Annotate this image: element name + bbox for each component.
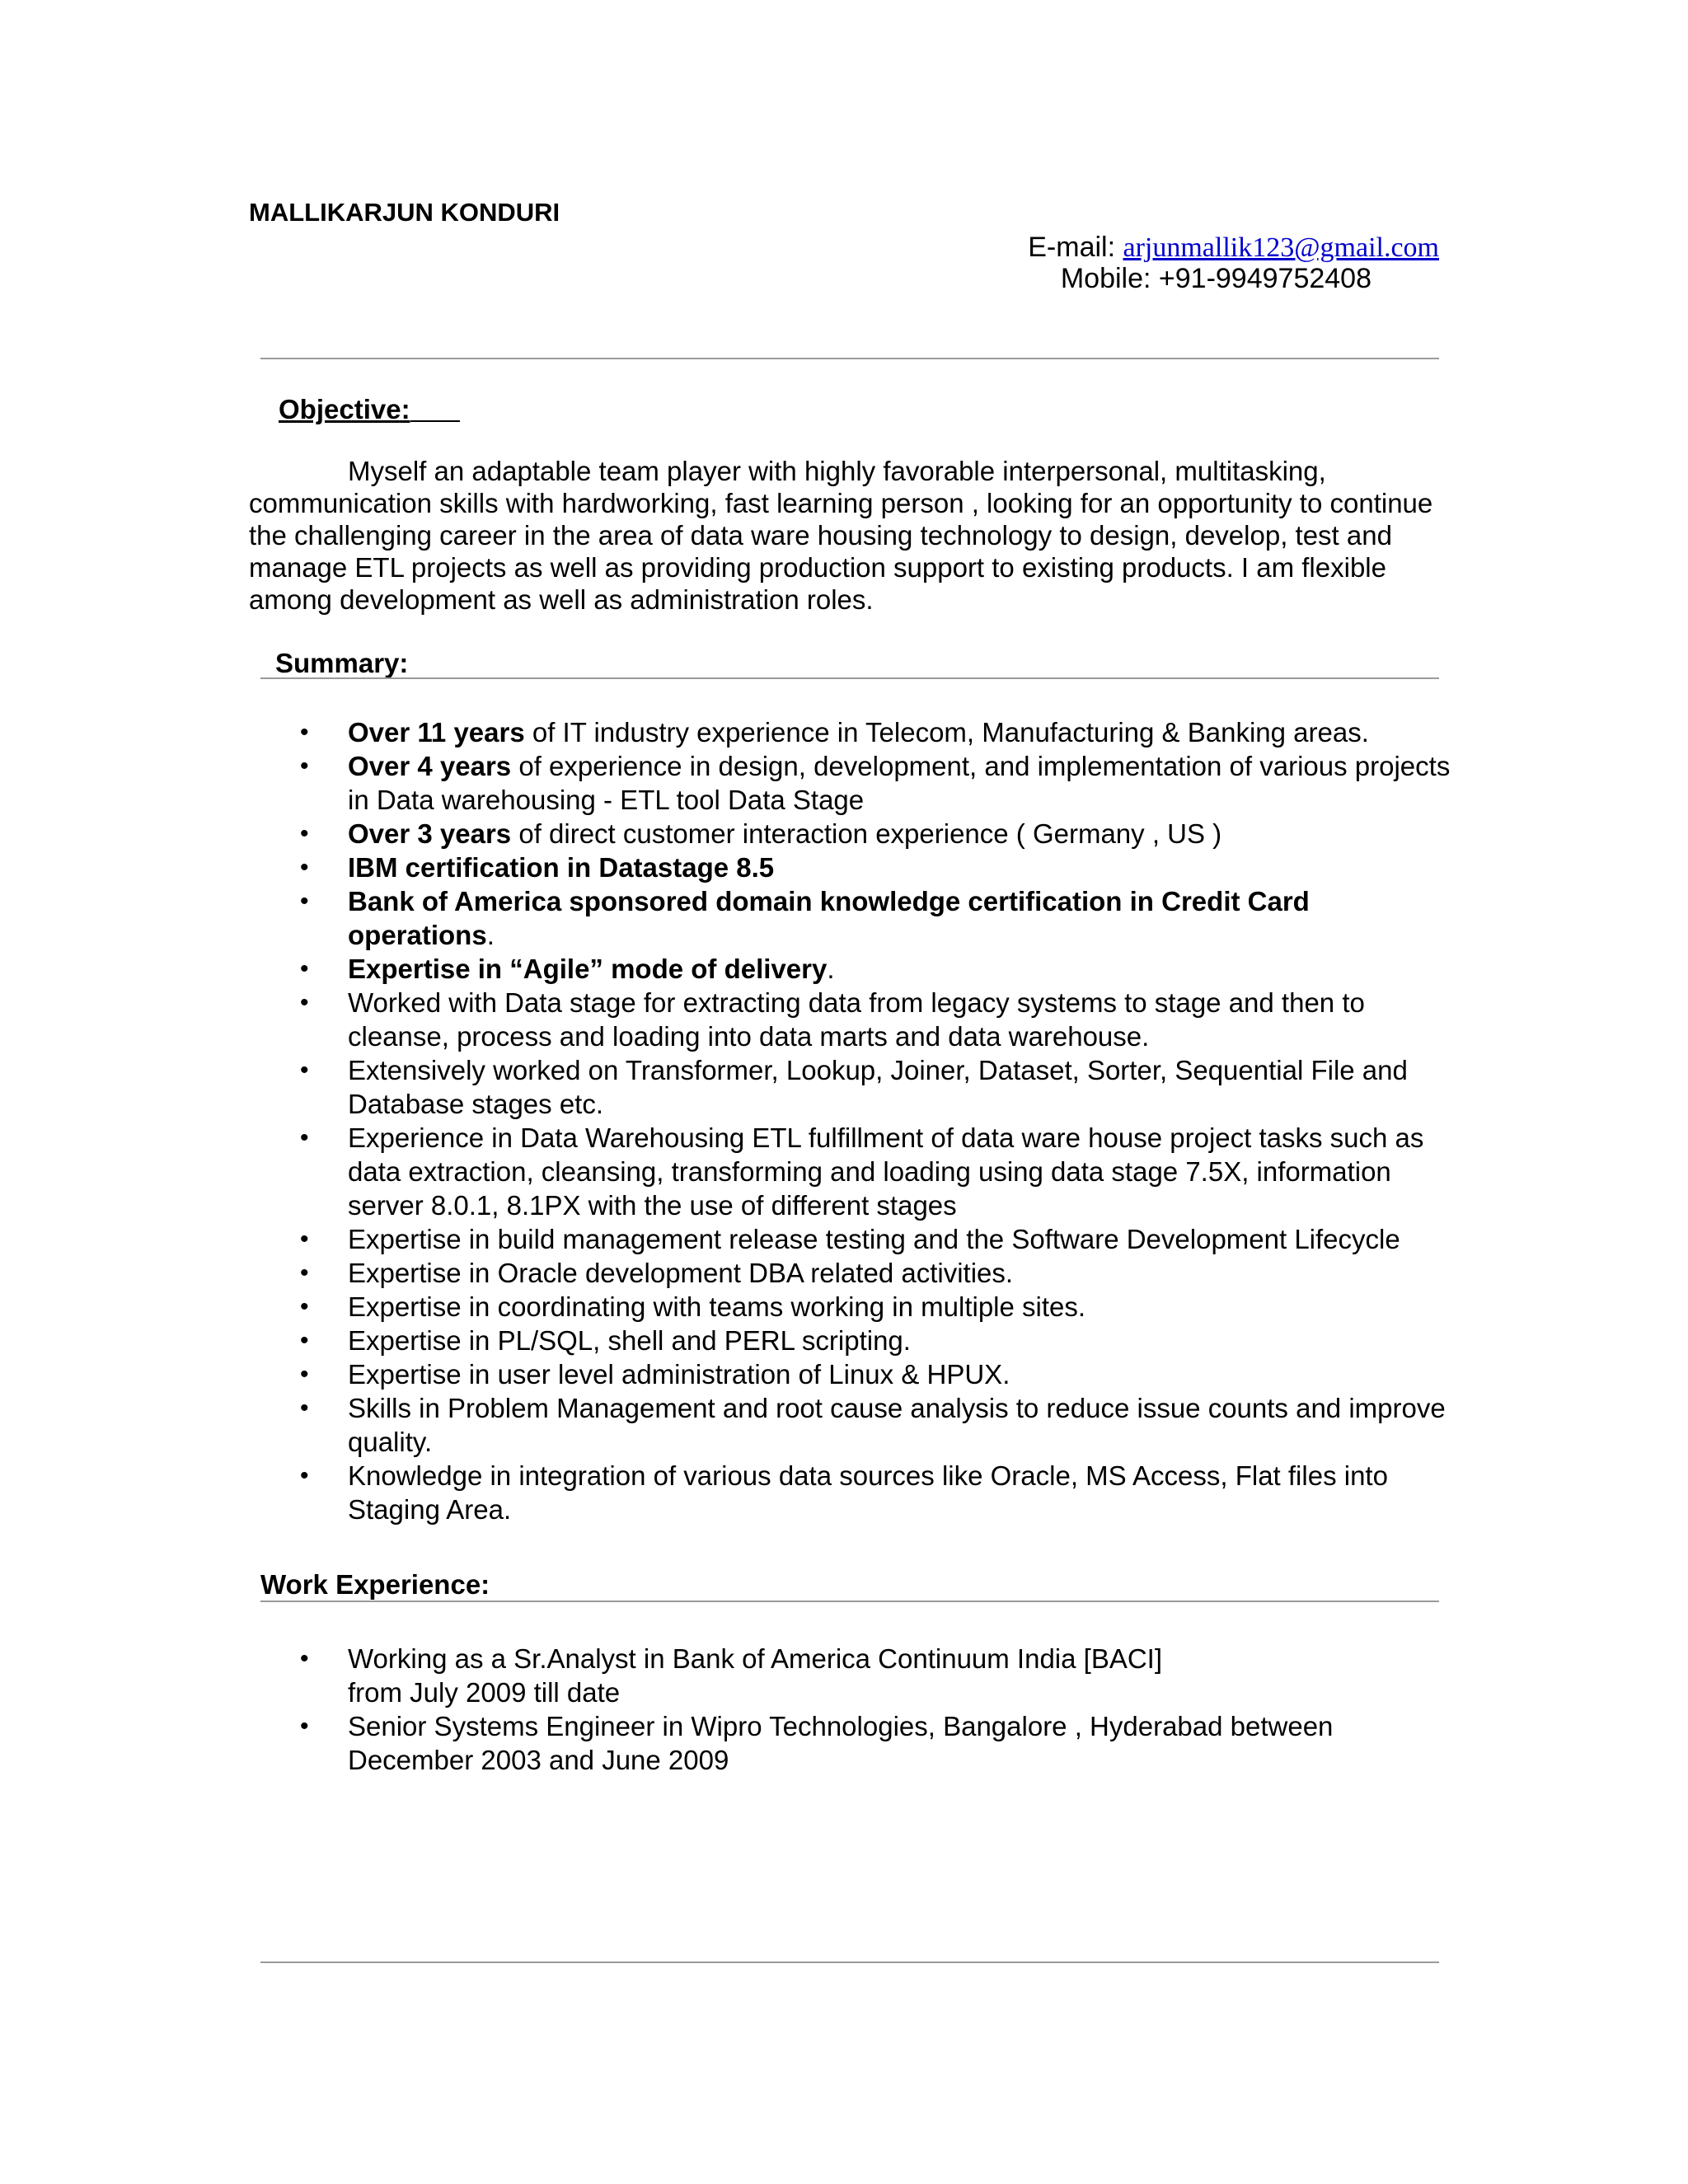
objective-heading-text: Objective: xyxy=(279,394,410,424)
work-item-period: December 2003 and June 2009 xyxy=(348,1745,729,1775)
candidate-name: MALLIKARJUN KONDURI xyxy=(249,198,560,227)
summary-item-bold: Bank of America sponsored domain knowledge certification in Credit Card operations xyxy=(348,886,1310,950)
header-divider xyxy=(260,358,1439,359)
summary-item xyxy=(249,1459,1461,1526)
summary-item-text: of direct customer interaction experience ( Germany , US ) xyxy=(511,818,1222,849)
summary-item-text: Skills in Problem Management and root cause analysis to reduce issue counts and improve quality. xyxy=(348,1393,1446,1457)
summary-item-bold: Over 3 years xyxy=(348,818,512,849)
summary-item-text: . xyxy=(486,920,495,950)
summary-item xyxy=(249,715,1461,749)
summary-item-text: Expertise in PL/SQL, shell and PERL scripting. xyxy=(348,1325,911,1356)
bullet-icon: • xyxy=(300,854,309,881)
bullet-icon: • xyxy=(300,989,309,1016)
summary-item-text: Expertise in coordinating with teams working in multiple sites. xyxy=(348,1291,1086,1322)
work-experience-heading: Work Experience: xyxy=(260,1569,490,1600)
work-item-role: Working as a Sr.Analyst in Bank of America Continuum India [BACI] xyxy=(348,1643,1163,1674)
bullet-icon: • xyxy=(300,1327,309,1354)
summary-item xyxy=(249,1053,1461,1121)
summary-item xyxy=(249,1324,1461,1357)
summary-item xyxy=(249,1222,1461,1256)
work-item-role: Senior Systems Engineer in Wipro Technologies, Bangalore , Hyderabad between xyxy=(348,1711,1334,1741)
summary-item-text: Expertise in build management release testing and the Software Development Lifecycle xyxy=(348,1224,1400,1254)
summary-item-text: Extensively worked on Transformer, Lookup, Joiner, Dataset, Sorter, Sequential File and Database stages etc. xyxy=(348,1055,1408,1119)
summary-item-text: of IT industry experience in Telecom, Manufacturing & Banking areas. xyxy=(524,717,1369,748)
summary-item-text: . xyxy=(827,954,835,984)
summary-item xyxy=(249,851,1461,884)
mobile-number: +91-9949752408 xyxy=(1158,263,1372,294)
summary-list xyxy=(249,715,1461,1526)
summary-item-bold: Expertise in “Agile” mode of delivery xyxy=(348,954,828,984)
summary-item xyxy=(249,1391,1461,1459)
summary-item xyxy=(249,1357,1461,1391)
bullet-icon: • xyxy=(300,719,309,746)
mobile-label: Mobile: xyxy=(1060,263,1159,294)
footer-divider xyxy=(260,1961,1439,1963)
bullet-icon: • xyxy=(300,1361,309,1388)
email-link[interactable]: arjunmallik123@gmail.com xyxy=(1123,232,1439,263)
work-item xyxy=(249,1642,1461,1709)
summary-item-text: Worked with Data stage for extracting data from legacy systems to stage and then to cleanse, process and loading into data marts and data warehouse. xyxy=(348,987,1365,1052)
summary-item xyxy=(249,986,1461,1053)
work-experience-list xyxy=(249,1642,1461,1777)
bullet-icon: • xyxy=(300,1645,309,1672)
bullet-icon: • xyxy=(300,955,309,982)
bullet-icon: • xyxy=(300,888,309,915)
summary-item xyxy=(249,952,1461,986)
summary-item xyxy=(249,884,1461,952)
summary-item-text: Expertise in user level administration of Linux & HPUX. xyxy=(348,1359,1010,1390)
summary-item xyxy=(249,749,1461,817)
objective-underline xyxy=(410,396,460,422)
summary-item-bold: IBM certification in Datastage 8.5 xyxy=(348,852,775,883)
summary-item-text: Expertise in Oracle development DBA related activities. xyxy=(348,1258,1014,1288)
mobile-row xyxy=(1009,262,1372,295)
work-experience-divider xyxy=(260,1601,1439,1602)
bullet-icon: • xyxy=(300,1124,309,1151)
bullet-icon: • xyxy=(300,820,309,847)
bullet-icon: • xyxy=(300,752,309,780)
objective-paragraph: Myself an adaptable team player with highly favorable interpersonal, multitasking, communication skills with hardworking, fast learning person , looking for an opportunity to continue the challenging career in the area of data ware housing technology to design, develop, test and manage ETL projects as well as providing production support to existing products. I am flexible among development as well as administration roles. xyxy=(249,456,1433,615)
summary-item xyxy=(249,817,1461,851)
objective-heading xyxy=(279,394,460,425)
email-row xyxy=(973,231,1439,265)
bullet-icon: • xyxy=(300,1293,309,1320)
bullet-icon: • xyxy=(300,1226,309,1253)
summary-item-text: Knowledge in integration of various data sources like Oracle, MS Access, Flat files into Staging Area. xyxy=(348,1460,1388,1525)
summary-divider xyxy=(260,677,1439,679)
bullet-icon: • xyxy=(300,1057,309,1084)
summary-item-text: of experience in design, development, and implementation of various projects in Data warehousing - ETL tool Data Stage xyxy=(348,751,1451,815)
summary-item-bold: Over 4 years xyxy=(348,751,512,781)
bullet-icon: • xyxy=(300,1713,309,1740)
work-item xyxy=(249,1709,1461,1777)
summary-item xyxy=(249,1121,1461,1222)
summary-item-bold: Over 11 years xyxy=(348,717,525,748)
summary-heading: Summary: xyxy=(275,648,409,678)
email-label: E-mail: xyxy=(1028,232,1123,263)
work-item-period: from July 2009 till date xyxy=(348,1677,621,1708)
bullet-icon: • xyxy=(300,1462,309,1489)
summary-item xyxy=(249,1256,1461,1290)
summary-item xyxy=(249,1290,1461,1324)
summary-item-text: Experience in Data Warehousing ETL fulfillment of data ware house project tasks such as data extraction, cleansing, transforming and loading using data stage 7.5X, information server 8.0.1, 8.1PX with the use of different stages xyxy=(348,1122,1424,1221)
bullet-icon: • xyxy=(300,1394,309,1422)
bullet-icon: • xyxy=(300,1259,309,1286)
